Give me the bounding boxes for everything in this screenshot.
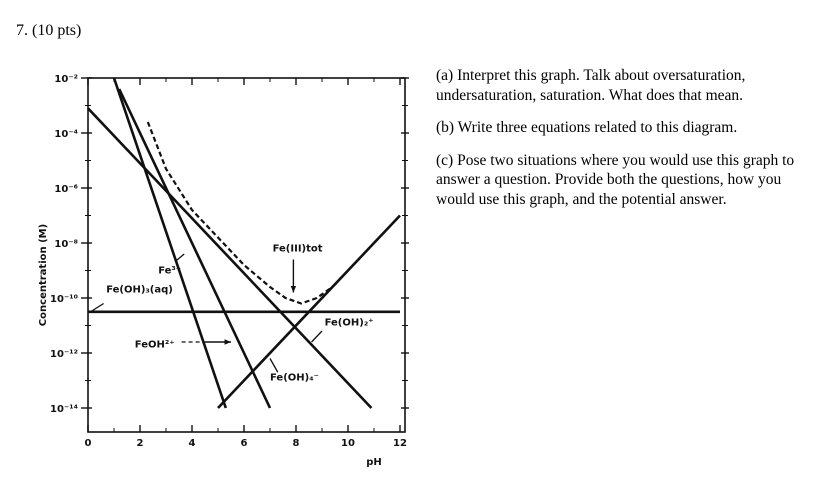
x-tick-label: 6 <box>240 438 248 449</box>
feoh2plus-leader <box>312 331 322 342</box>
y-axis-label: Concentration (M) <box>38 223 49 327</box>
x-tick-label: 4 <box>188 438 196 449</box>
chart-labels <box>91 243 374 383</box>
fe-total-label: Fe(III)tot <box>272 243 323 255</box>
part-a-text: (a) Interpret this graph. Talk about oversaturation, undersaturation, saturation. What does that mean. <box>436 67 746 104</box>
x-axis-label: pH <box>366 457 382 468</box>
feoh2-label: FeOH²⁺ <box>134 339 175 351</box>
x-tick-label: 12 <box>393 438 407 449</box>
fe-total-dashed-line <box>148 122 333 304</box>
feoh4-leader <box>270 359 278 373</box>
feoh3aq-label: Fe(OH)₃(aq) <box>106 284 173 296</box>
y-tick-label: 10⁻⁸ <box>54 239 78 250</box>
feoh2plus-label: Fe(OH)₂⁺ <box>324 317 374 329</box>
chart-series <box>88 78 400 408</box>
y-tick-label: 10⁻⁴ <box>54 129 78 140</box>
x-tick-label: 10 <box>341 438 355 449</box>
question-number: 7. (10 pts) <box>16 22 82 39</box>
fe-total-arrow-head <box>291 286 296 292</box>
feoh2-line <box>119 89 270 408</box>
part-b-text: (b) Write three equations related to this diagram. <box>436 119 738 136</box>
y-tick-label: 10⁻¹⁰ <box>50 294 78 305</box>
x-tick-label: 2 <box>136 438 144 449</box>
question-text <box>436 66 814 222</box>
x-tick-label: 8 <box>292 438 300 449</box>
fe3-label: Fe³⁺ <box>158 265 182 277</box>
y-tick-label: 10⁻¹⁴ <box>50 404 78 415</box>
y-tick-label: 10⁻¹² <box>50 349 78 360</box>
y-tick-label: 10⁻⁶ <box>54 184 78 195</box>
x-tick-label: 0 <box>84 438 92 449</box>
feoh4-label: Fe(OH)₄⁻ <box>270 372 319 384</box>
feoh2plus-line <box>88 108 371 408</box>
feoh2-arrow-head <box>225 339 231 344</box>
y-tick-label: 10⁻² <box>54 74 78 85</box>
chart-axes <box>38 74 409 468</box>
part-c-text: (c) Pose two situations where you would use this graph to answer a question. Provide both the questions, how you would use this graph, and the potential answer. <box>436 151 795 208</box>
fe3-line <box>114 78 226 408</box>
fe3-leader <box>176 254 184 261</box>
